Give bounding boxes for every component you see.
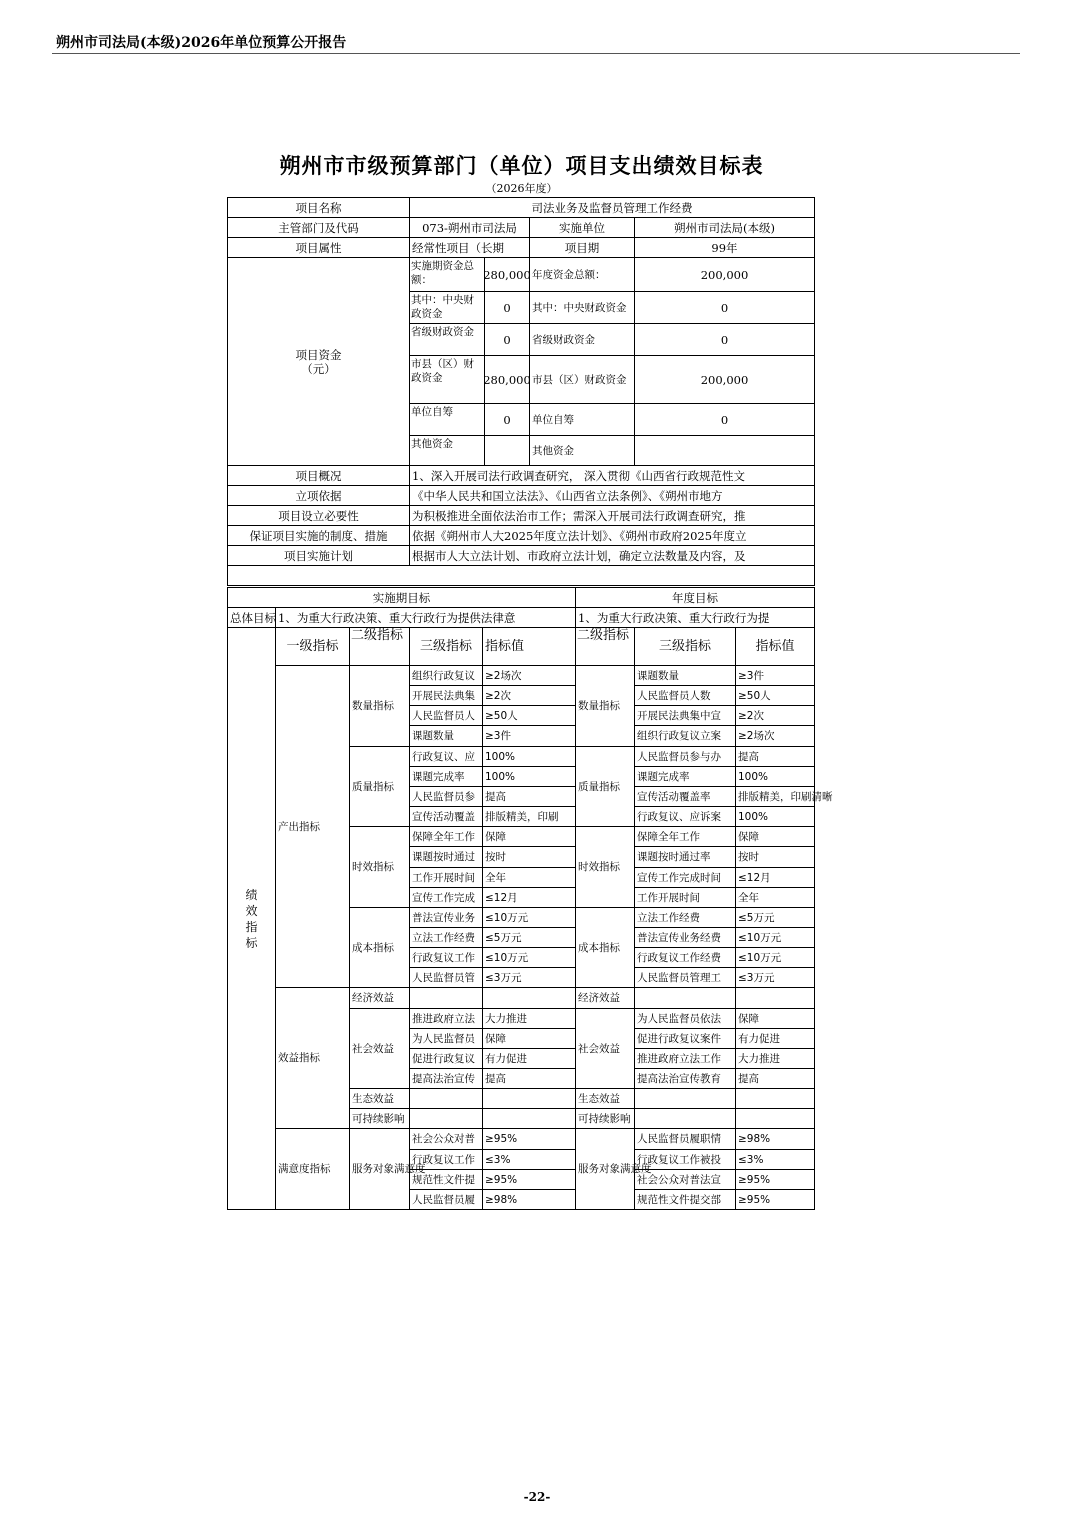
row-value-annual: ≤3% bbox=[735, 1149, 815, 1170]
attr-label: 项目属性 bbox=[227, 237, 410, 258]
row-level3-empty bbox=[409, 987, 483, 1009]
row-value-annual: 按时 bbox=[735, 846, 815, 868]
row-value: 保障 bbox=[482, 826, 576, 847]
overall-goal-period: 1、为重大行政决策、重大行政行为提供法律意 bbox=[275, 607, 576, 628]
row-value: ≥98% bbox=[482, 1189, 576, 1210]
row-value-annual: 保障 bbox=[735, 826, 815, 847]
info-value: 《中华人民共和国立法法》、《山西省立法条例》、《朔州市地方 bbox=[409, 485, 815, 506]
row-value-annual: 排版精美，印刷清晰 bbox=[735, 786, 815, 807]
funds-row-annual-label: 市县（区）财政资金 bbox=[529, 355, 635, 404]
header-level1: 一级指标 bbox=[275, 627, 350, 666]
row-value: ≤10万元 bbox=[482, 907, 576, 928]
row-value: ≤3% bbox=[482, 1149, 576, 1170]
funds-row-annual-label: 年度资金总额： bbox=[529, 257, 635, 292]
sub-quantity-annual: 数量指标 bbox=[575, 665, 635, 747]
row-level3-annual: 立法工作经费 bbox=[634, 907, 736, 928]
row-level3: 提高法治宣传 bbox=[409, 1068, 483, 1089]
row-value-annual: ≥95% bbox=[735, 1189, 815, 1210]
row-level3-annual: 课题按时通过率 bbox=[634, 846, 736, 868]
row-level3: 人民监督员人 bbox=[409, 705, 483, 726]
perf-side-label bbox=[227, 627, 276, 1210]
row-value-annual: 提高 bbox=[735, 1068, 815, 1089]
row-level3: 课题数量 bbox=[409, 725, 483, 747]
sub-sustain: 可持续影响 bbox=[349, 1108, 410, 1129]
header-level2: 二级指标 bbox=[349, 627, 410, 666]
row-level3-annual: 宣传工作完成时间 bbox=[634, 867, 736, 888]
row-level3-annual: 开展民法典集中宣 bbox=[634, 705, 736, 726]
funds-row-annual-value: 0 bbox=[634, 403, 815, 436]
sub-social: 社会效益 bbox=[349, 1008, 410, 1089]
row-level3-annual: 人民监督员参与办 bbox=[634, 746, 736, 767]
row-value-annual-empty bbox=[735, 987, 815, 1009]
group-output: 产出指标 bbox=[275, 665, 350, 988]
row-level3-annual: 保障全年工作 bbox=[634, 826, 736, 847]
row-value: 提高 bbox=[482, 1068, 576, 1089]
row-value: ≤12月 bbox=[482, 887, 576, 908]
info-label: 项目概况 bbox=[227, 465, 410, 486]
annual-goal-label: 年度目标 bbox=[575, 587, 815, 608]
header-level3: 三级指标 bbox=[409, 627, 483, 666]
sub-time-annual: 时效指标 bbox=[575, 826, 635, 908]
sub-service: 服务对象满意度 bbox=[349, 1128, 410, 1210]
sub-quality: 质量指标 bbox=[349, 746, 410, 827]
row-value: ≥50人 bbox=[482, 705, 576, 726]
row-value: 按时 bbox=[482, 846, 576, 868]
row-value-annual: 有力促进 bbox=[735, 1028, 815, 1049]
row-value-annual-empty bbox=[735, 1108, 815, 1129]
funds-row-label: 省级财政资金 bbox=[409, 323, 485, 356]
sub-cost-annual: 成本指标 bbox=[575, 907, 635, 988]
row-value-annual-empty bbox=[735, 1088, 815, 1109]
row-value: 100% bbox=[482, 766, 576, 787]
perf-side-text: 绩效指标 bbox=[245, 887, 258, 950]
row-value: 全年 bbox=[482, 867, 576, 888]
row-value-annual: ≥2场次 bbox=[735, 725, 815, 747]
overall-goal-label: 总体目标 bbox=[227, 607, 276, 628]
row-level3-empty bbox=[409, 1088, 483, 1109]
info-label: 项目设立必要性 bbox=[227, 505, 410, 526]
row-value-annual: ≤5万元 bbox=[735, 907, 815, 928]
row-level3-annual: 人民监督员管理工 bbox=[634, 967, 736, 988]
impl-unit-label: 实施单位 bbox=[529, 217, 635, 238]
row-level3-annual: 人民监督员履职情 bbox=[634, 1128, 736, 1150]
row-level3-annual-empty bbox=[634, 1108, 736, 1129]
funds-row-annual-value: 200,000 bbox=[634, 355, 815, 404]
page-number: -22- bbox=[523, 1490, 551, 1504]
sub-eco: 生态效益 bbox=[349, 1088, 410, 1109]
funds-row-annual-label: 其中：中央财政资金 bbox=[529, 291, 635, 324]
header-level3-annual: 三级指标 bbox=[634, 627, 736, 666]
row-value: ≤10万元 bbox=[482, 947, 576, 968]
row-value-annual: ≥3件 bbox=[735, 665, 815, 686]
row-value-annual: 大力推进 bbox=[735, 1048, 815, 1069]
period-goal-label: 实施期目标 bbox=[227, 587, 576, 608]
row-value: 100% bbox=[482, 746, 576, 767]
funds-row-label: 单位自筹 bbox=[409, 403, 485, 436]
overall-goal-annual: 1、为重大行政决策、重大行政行为提 bbox=[575, 607, 815, 628]
sub-sustain-annual: 可持续影响 bbox=[575, 1108, 635, 1129]
sub-economic-annual: 经济效益 bbox=[575, 987, 635, 1009]
row-level3: 规范性文件提 bbox=[409, 1169, 483, 1190]
sub-economic: 经济效益 bbox=[349, 987, 410, 1009]
project-name-value: 司法业务及监督员管理工作经费 bbox=[409, 197, 815, 218]
row-level3: 为人民监督员 bbox=[409, 1028, 483, 1049]
row-level3-annual: 普法宣传业务经费 bbox=[634, 927, 736, 948]
funds-row-period-value bbox=[484, 435, 530, 466]
info-label: 项目实施计划 bbox=[227, 545, 410, 566]
funds-row-period-value: 280,000 bbox=[484, 355, 530, 404]
blank-row bbox=[227, 565, 815, 586]
row-level3-annual: 社会公众对普法宣 bbox=[634, 1169, 736, 1190]
row-level3: 组织行政复议 bbox=[409, 665, 483, 686]
row-level3-annual: 课题数量 bbox=[634, 665, 736, 686]
row-value-annual: ≥95% bbox=[735, 1169, 815, 1190]
row-level3-empty bbox=[409, 1108, 483, 1129]
funds-row-annual-value: 0 bbox=[634, 323, 815, 356]
row-value-annual: ≥98% bbox=[735, 1128, 815, 1150]
row-level3-annual: 组织行政复议立案 bbox=[634, 725, 736, 747]
row-value: 排版精美，印刷 bbox=[482, 806, 576, 827]
info-label: 立项依据 bbox=[227, 485, 410, 506]
row-level3-annual: 人民监督员人数 bbox=[634, 685, 736, 706]
row-value: ≥2场次 bbox=[482, 665, 576, 686]
row-level3: 宣传工作完成 bbox=[409, 887, 483, 908]
funds-row-label: 市县（区）财政资金 bbox=[409, 355, 485, 404]
row-value-annual: 保障 bbox=[735, 1008, 815, 1029]
row-level3-annual: 行政复议、应诉案 bbox=[634, 806, 736, 827]
row-value-empty bbox=[482, 987, 576, 1009]
header-level2-annual: 二级指标 bbox=[575, 627, 635, 666]
dept-value: 073-朔州市司法局 bbox=[409, 217, 530, 238]
funds-row-annual-value: 0 bbox=[634, 291, 815, 324]
info-value: 1、深入开展司法行政调查研究， 深入贯彻《山西省行政规范性文 bbox=[409, 465, 815, 486]
row-level3-annual: 推进政府立法工作 bbox=[634, 1048, 736, 1069]
funds-row-period-value: 0 bbox=[484, 323, 530, 356]
group-benefit: 效益指标 bbox=[275, 987, 350, 1129]
row-level3: 促进行政复议 bbox=[409, 1048, 483, 1069]
row-value-annual: ≤3万元 bbox=[735, 967, 815, 988]
row-level3: 普法宣传业务 bbox=[409, 907, 483, 928]
row-value: 大力推进 bbox=[482, 1008, 576, 1029]
sub-time: 时效指标 bbox=[349, 826, 410, 908]
row-value-annual: ≤10万元 bbox=[735, 927, 815, 948]
row-value: ≥95% bbox=[482, 1128, 576, 1150]
header-value-annual: 指标值 bbox=[735, 627, 815, 666]
row-level3: 人民监督员管 bbox=[409, 967, 483, 988]
page-header-title: 朔州市司法局(本级)2026年单位预算公开报告 bbox=[56, 35, 347, 51]
row-value-annual: ≤10万元 bbox=[735, 947, 815, 968]
document-year: （2026年度） bbox=[485, 182, 558, 195]
funds-row-label: 其他资金 bbox=[409, 435, 485, 466]
funds-row-annual-label: 其他资金 bbox=[529, 435, 635, 466]
row-value: 保障 bbox=[482, 1028, 576, 1049]
row-level3-annual: 行政复议工作被投 bbox=[634, 1149, 736, 1170]
sub-service-annual: 服务对象满意度 bbox=[575, 1128, 635, 1210]
row-level3: 工作开展时间 bbox=[409, 867, 483, 888]
row-value: ≥2次 bbox=[482, 685, 576, 706]
sub-cost: 成本指标 bbox=[349, 907, 410, 988]
period-label: 项目期 bbox=[529, 237, 635, 258]
row-level3-annual: 工作开展时间 bbox=[634, 887, 736, 908]
row-level3: 课题按时通过 bbox=[409, 846, 483, 868]
document-title: 朔州市市级预算部门（单位）项目支出绩效目标表 bbox=[279, 153, 764, 178]
funds-row-period-value: 0 bbox=[484, 291, 530, 324]
impl-unit-value: 朔州市司法局(本级) bbox=[634, 217, 815, 238]
row-level3-annual: 促进行政复议案件 bbox=[634, 1028, 736, 1049]
row-level3-annual: 行政复议工作经费 bbox=[634, 947, 736, 968]
row-level3: 宣传活动覆盖 bbox=[409, 806, 483, 827]
header-rule bbox=[52, 53, 1020, 54]
row-level3-annual: 为人民监督员依法 bbox=[634, 1008, 736, 1029]
row-value: ≤5万元 bbox=[482, 927, 576, 948]
row-value-empty bbox=[482, 1088, 576, 1109]
row-value-annual: 100% bbox=[735, 766, 815, 787]
row-value: ≥95% bbox=[482, 1169, 576, 1190]
period-value: 99年 bbox=[634, 237, 815, 258]
funds-row-period-value: 0 bbox=[484, 403, 530, 436]
row-level3: 行政复议工作 bbox=[409, 1149, 483, 1170]
funds-row-annual-label: 省级财政资金 bbox=[529, 323, 635, 356]
sub-eco-annual: 生态效益 bbox=[575, 1088, 635, 1109]
row-level3-annual: 课题完成率 bbox=[634, 766, 736, 787]
row-value: 提高 bbox=[482, 786, 576, 807]
row-level3: 社会公众对普 bbox=[409, 1128, 483, 1150]
row-level3: 课题完成率 bbox=[409, 766, 483, 787]
funds-row-annual-value: 200,000 bbox=[634, 257, 815, 292]
row-level3: 人民监督员参 bbox=[409, 786, 483, 807]
row-level3-annual: 宣传活动覆盖率 bbox=[634, 786, 736, 807]
row-value: 有力促进 bbox=[482, 1048, 576, 1069]
info-value: 根据市人大立法计划、市政府立法计划，确定立法数量及内容，及 bbox=[409, 545, 815, 566]
row-value-annual: ≤12月 bbox=[735, 867, 815, 888]
info-value: 依据《朔州市人大2025年度立法计划》、《朔州市政府2025年度立 bbox=[409, 525, 815, 546]
info-value: 为积极推进全面依法治市工作；需深入开展司法行政调查研究，推 bbox=[409, 505, 815, 526]
row-level3-annual-empty bbox=[634, 1088, 736, 1109]
row-value: ≤3万元 bbox=[482, 967, 576, 988]
funds-label bbox=[227, 257, 410, 466]
sub-quality-annual: 质量指标 bbox=[575, 746, 635, 827]
row-value-annual: ≥2次 bbox=[735, 705, 815, 726]
attr-value: 经常性项目（长期 bbox=[409, 237, 530, 258]
row-value-annual: ≥50人 bbox=[735, 685, 815, 706]
row-level3: 推进政府立法 bbox=[409, 1008, 483, 1029]
sub-quantity: 数量指标 bbox=[349, 665, 410, 747]
row-level3: 人民监督员履 bbox=[409, 1189, 483, 1210]
funds-row-annual-label: 单位自筹 bbox=[529, 403, 635, 436]
row-level3: 行政复议工作 bbox=[409, 947, 483, 968]
group-satisfaction: 满意度指标 bbox=[275, 1128, 350, 1210]
header-value: 指标值 bbox=[482, 627, 576, 666]
row-level3: 保障全年工作 bbox=[409, 826, 483, 847]
row-value-annual: 全年 bbox=[735, 887, 815, 908]
funds-title: 项目资金 bbox=[295, 347, 342, 362]
dept-label: 主管部门及代码 bbox=[227, 217, 410, 238]
sub-social-annual: 社会效益 bbox=[575, 1008, 635, 1089]
row-level3: 开展民法典集 bbox=[409, 685, 483, 706]
row-level3-annual: 提高法治宣传教育 bbox=[634, 1068, 736, 1089]
row-value-annual: 100% bbox=[735, 806, 815, 827]
row-value: ≥3件 bbox=[482, 725, 576, 747]
funds-row-annual-value bbox=[634, 435, 815, 466]
row-level3-annual-empty bbox=[634, 987, 736, 1009]
row-value-annual: 提高 bbox=[735, 746, 815, 767]
funds-row-period-value: 280,000 bbox=[484, 257, 530, 292]
funds-row-label: 实施期资金总额： bbox=[409, 257, 485, 292]
project-name-label: 项目名称 bbox=[227, 197, 410, 218]
funds-unit: （元） bbox=[301, 361, 336, 376]
row-value-empty bbox=[482, 1108, 576, 1129]
row-level3: 行政复议、应 bbox=[409, 746, 483, 767]
row-level3-annual: 规范性文件提交部 bbox=[634, 1189, 736, 1210]
info-label: 保证项目实施的制度、措施 bbox=[227, 525, 410, 546]
row-level3: 立法工作经费 bbox=[409, 927, 483, 948]
funds-row-label: 其中：中央财政资金 bbox=[409, 291, 485, 324]
